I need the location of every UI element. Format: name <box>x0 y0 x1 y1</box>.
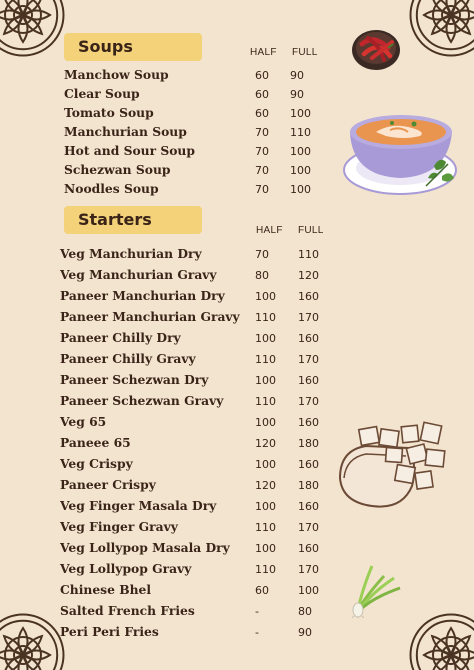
item-name: Veg Finger Masala Dry <box>60 498 217 513</box>
item-name: Veg Crispy <box>60 456 133 471</box>
half-price: 70 <box>255 183 269 196</box>
full-price: 100 <box>290 145 311 158</box>
starters-item <box>0 624 474 643</box>
starters-item <box>0 372 474 391</box>
full-price: 100 <box>290 107 311 120</box>
half-price: 100 <box>255 458 276 471</box>
half-price: 120 <box>255 437 276 450</box>
starters-item <box>0 288 474 307</box>
soups-banner: Soups <box>64 33 202 61</box>
starters-item <box>0 393 474 412</box>
full-price: 170 <box>298 563 319 576</box>
half-price: 70 <box>255 145 269 158</box>
full-price: 110 <box>290 126 311 139</box>
full-price: 110 <box>298 248 319 261</box>
item-name: Veg Lollypop Gravy <box>60 561 192 576</box>
item-name: Paneer Manchurian Gravy <box>60 309 240 324</box>
item-name: Veg Lollypop Masala Dry <box>60 540 230 555</box>
item-name: Paneer Chilly Gravy <box>60 351 196 366</box>
full-price: 90 <box>290 88 304 101</box>
half-price: 110 <box>255 521 276 534</box>
half-price: 60 <box>255 107 269 120</box>
item-name: Tomato Soup <box>64 105 154 120</box>
paneer-cubes-icon <box>336 420 452 512</box>
item-name: Paneer Manchurian Dry <box>60 288 225 303</box>
soups-half-header: HALF <box>250 47 277 58</box>
item-name: Schezwan Soup <box>64 162 171 177</box>
full-price: 160 <box>298 458 319 471</box>
full-price: 100 <box>290 164 311 177</box>
half-price: 110 <box>255 311 276 324</box>
spring-onion-icon <box>344 556 406 618</box>
full-price: 100 <box>290 183 311 196</box>
full-price: 170 <box>298 395 319 408</box>
half-price: 70 <box>255 248 269 261</box>
full-price: 160 <box>298 374 319 387</box>
full-price: 170 <box>298 521 319 534</box>
full-price: 160 <box>298 542 319 555</box>
full-price: 170 <box>298 311 319 324</box>
starters-item <box>0 267 474 286</box>
half-price: 110 <box>255 563 276 576</box>
item-name: Paneer Chilly Dry <box>60 330 181 345</box>
full-price: 160 <box>298 500 319 513</box>
full-price: 90 <box>290 69 304 82</box>
full-price: 160 <box>298 290 319 303</box>
item-name: Paneer Schezwan Gravy <box>60 393 224 408</box>
item-name: Noodles Soup <box>64 181 159 196</box>
full-price: 90 <box>298 626 312 639</box>
chili-bowl-icon <box>350 26 402 72</box>
full-price: 180 <box>298 437 319 450</box>
starters-full-header: FULL <box>298 225 324 236</box>
item-name: Veg Finger Gravy <box>60 519 178 534</box>
full-price: 100 <box>298 584 319 597</box>
mandala-icon <box>406 0 474 60</box>
item-name: Chinese Bhel <box>60 582 152 597</box>
half-price: 120 <box>255 479 276 492</box>
item-name: Paneee 65 <box>60 435 131 450</box>
item-name: Salted French Fries <box>60 603 195 618</box>
half-price: 60 <box>255 69 269 82</box>
starters-banner: Starters <box>64 206 202 234</box>
item-name: Peri Peri Fries <box>60 624 159 639</box>
item-name: Hot and Sour Soup <box>64 143 195 158</box>
half-price: 70 <box>255 164 269 177</box>
half-price: 100 <box>255 374 276 387</box>
half-price: 80 <box>255 269 269 282</box>
full-price: 80 <box>298 605 312 618</box>
soups-item <box>0 86 474 105</box>
soups-full-header: FULL <box>292 47 318 58</box>
half-price: 100 <box>255 542 276 555</box>
half-price: - <box>255 605 259 618</box>
starters-item <box>0 330 474 349</box>
half-price: 100 <box>255 290 276 303</box>
item-name: Veg Manchurian Dry <box>60 246 202 261</box>
mandala-icon <box>0 0 68 60</box>
full-price: 180 <box>298 479 319 492</box>
full-price: 120 <box>298 269 319 282</box>
half-price: 100 <box>255 332 276 345</box>
item-name: Manchow Soup <box>64 67 169 82</box>
starters-item <box>0 246 474 265</box>
half-price: - <box>255 626 259 639</box>
item-name: Paneer Schezwan Dry <box>60 372 209 387</box>
half-price: 60 <box>255 584 269 597</box>
item-name: Veg 65 <box>60 414 107 429</box>
starters-item <box>0 351 474 370</box>
soup-bowl-icon <box>342 106 464 198</box>
half-price: 110 <box>255 353 276 366</box>
soups-item <box>0 67 474 86</box>
half-price: 60 <box>255 88 269 101</box>
full-price: 160 <box>298 332 319 345</box>
item-name: Manchurian Soup <box>64 124 187 139</box>
starters-half-header: HALF <box>256 225 283 236</box>
full-price: 170 <box>298 353 319 366</box>
starters-item <box>0 519 474 538</box>
half-price: 110 <box>255 395 276 408</box>
half-price: 100 <box>255 500 276 513</box>
item-name: Clear Soup <box>64 86 140 101</box>
starters-item <box>0 309 474 328</box>
item-name: Veg Manchurian Gravy <box>60 267 217 282</box>
half-price: 100 <box>255 416 276 429</box>
full-price: 160 <box>298 416 319 429</box>
half-price: 70 <box>255 126 269 139</box>
item-name: Paneer Crispy <box>60 477 156 492</box>
